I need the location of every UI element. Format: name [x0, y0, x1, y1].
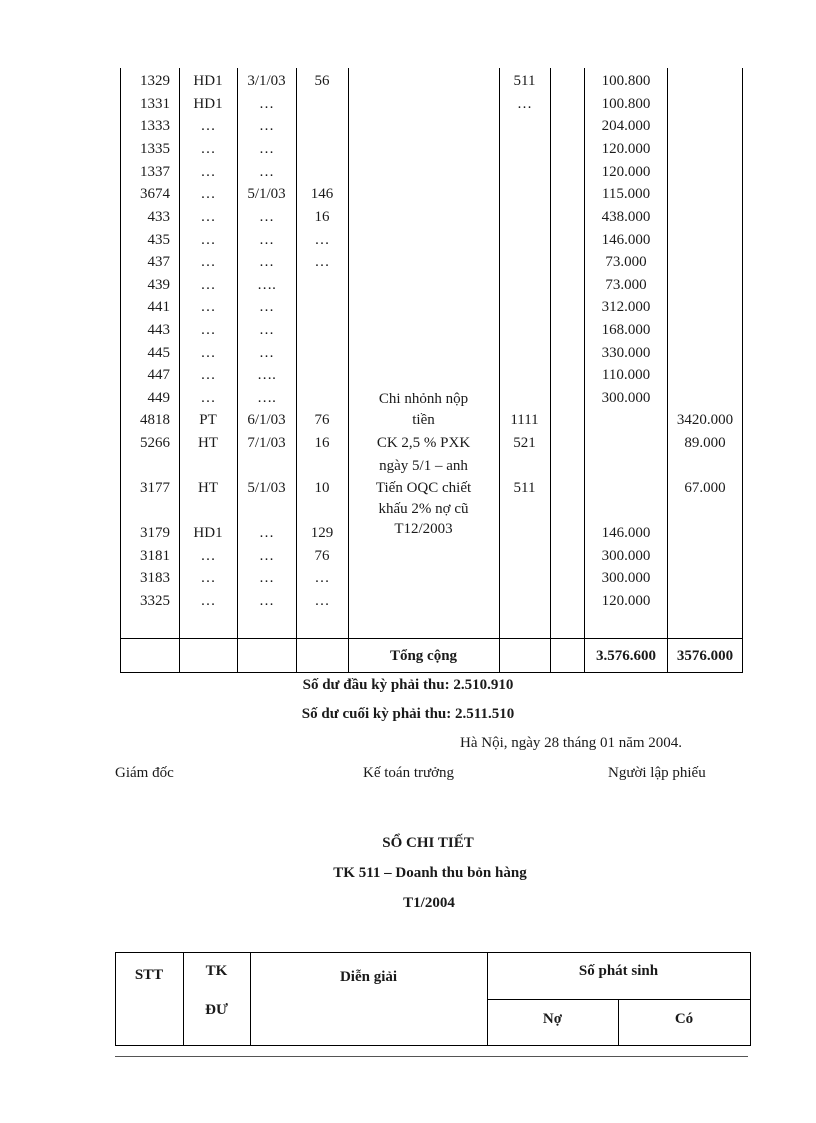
ledger-cell-no: 439	[147, 277, 170, 293]
total-row-top-line	[120, 638, 743, 639]
ledger-cell-type: HD1	[193, 73, 223, 89]
header-credit: Có	[674, 1011, 694, 1027]
ledger-cell-date: ….	[257, 390, 276, 406]
ledger-cell-ref: 16	[314, 209, 330, 225]
ledger-cell-date: …	[259, 209, 274, 225]
ledger-cell-ref: 76	[314, 548, 330, 564]
ledger-cell-no: 441	[147, 299, 170, 315]
ledger-cell-debit: 115.000	[601, 186, 651, 202]
detail-period: T1/2004	[403, 895, 455, 911]
header-stt: STT	[134, 967, 164, 983]
ledger-cell-ref: …	[314, 254, 330, 270]
ledger-cell-type: …	[200, 232, 216, 248]
total-label: Tổng cộng	[389, 648, 458, 664]
ledger-cell-debit: 73.000	[605, 254, 647, 270]
desc-line: tiền	[412, 412, 435, 428]
ledger-cell-date: …	[259, 593, 274, 609]
ledger-cell-no: 1337	[140, 164, 170, 180]
signature-preparer: Người lập phiếu	[608, 765, 706, 781]
ledger-cell-no: 5266	[140, 435, 170, 451]
ledger-cell-ref: 16	[314, 435, 330, 451]
header-debit: Nợ	[542, 1011, 563, 1027]
ledger-cell-type: …	[200, 277, 216, 293]
col-line-5	[348, 68, 349, 673]
ledger-cell-ref: 76	[314, 412, 330, 428]
table-bottom-line	[120, 672, 743, 673]
ledger-cell-date: …	[259, 232, 274, 248]
ledger-cell-no: 1335	[140, 141, 170, 157]
ledger-cell-type: …	[200, 254, 216, 270]
ledger-cell-debit: 300.000	[601, 570, 651, 586]
ledger-cell-no: 3179	[140, 525, 170, 541]
desc-line: CK 2,5 % PXK	[376, 435, 471, 451]
ledger-cell-date: …	[259, 96, 274, 112]
ledger-cell-no: 447	[147, 367, 170, 383]
desc-line: T12/2003	[394, 521, 453, 537]
ledger-cell-type: HT	[198, 480, 218, 496]
ledger-cell-debit: 300.000	[601, 548, 651, 564]
ledger-cell-ref: 129	[310, 525, 334, 541]
ledger-cell-no: 1331	[140, 96, 170, 112]
desc-line: Chi nhỏnh nộp	[378, 391, 469, 407]
ledger-cell-type: …	[200, 209, 216, 225]
total-debit: 3.576.600	[596, 648, 656, 664]
signature-chief-accountant: Kế toán trưởng	[363, 765, 455, 781]
ledger-cell-no: 445	[147, 345, 170, 361]
detail-top-line	[115, 952, 751, 953]
ledger-cell-type: …	[200, 118, 216, 134]
ledger-cell-date: …	[259, 345, 274, 361]
page-footer-line	[115, 1056, 748, 1057]
ledger-cell-date: …	[259, 525, 274, 541]
detail-col-line-6	[750, 952, 751, 1046]
ledger-cell-debit: 120.000	[601, 164, 651, 180]
ledger-cell-date: …	[259, 141, 274, 157]
detail-title: SỔ CHI TIẾT	[382, 835, 474, 851]
ledger-cell-no: 435	[147, 232, 170, 248]
col-line-7	[550, 68, 551, 673]
ledger-cell-date: …	[259, 118, 274, 134]
ledger-cell-credit: 3420.000	[676, 412, 734, 428]
detail-bottom-line	[115, 1045, 751, 1046]
ledger-cell-date: ….	[257, 367, 276, 383]
ledger-cell-debit: 300.000	[601, 390, 651, 406]
ledger-cell-date: …	[259, 570, 274, 586]
ledger-cell-no: 3181	[140, 548, 170, 564]
ledger-cell-type: …	[200, 570, 216, 586]
ledger-cell-no: 1333	[140, 118, 170, 134]
ledger-cell-account: 1111	[510, 412, 539, 428]
ledger-cell-type: PT	[199, 412, 217, 428]
ledger-cell-type: …	[200, 548, 216, 564]
signature-director: Giám đốc	[115, 765, 174, 781]
ledger-cell-no: 449	[147, 390, 170, 406]
ledger-cell-no: 433	[147, 209, 170, 225]
ledger-cell-account: 511	[513, 73, 536, 89]
ledger-cell-type: …	[200, 345, 216, 361]
col-line-10	[742, 68, 743, 673]
ledger-cell-account: 511	[513, 480, 536, 496]
ledger-cell-credit: 67.000	[684, 480, 726, 496]
ledger-cell-debit: 120.000	[601, 593, 651, 609]
ledger-cell-type: HD1	[193, 96, 223, 112]
ledger-cell-ref: …	[314, 570, 330, 586]
ledger-cell-no: 3674	[140, 186, 170, 202]
ledger-cell-date: 3/1/03	[247, 73, 286, 89]
ledger-cell-debit: 146.000	[601, 525, 651, 541]
ledger-cell-date: 7/1/03	[247, 435, 286, 451]
ledger-cell-debit: 312.000	[601, 299, 651, 315]
ledger-cell-no: 3183	[140, 570, 170, 586]
ledger-cell-ref: 10	[314, 480, 330, 496]
desc-line: Tiến OQC chiết	[375, 480, 472, 496]
closing-balance: Số dư cuối kỳ phải thu: 2.511.510	[301, 706, 515, 722]
ledger-cell-no: 3177	[140, 480, 170, 496]
ledger-cell-ref: …	[314, 593, 330, 609]
ledger-cell-debit: 168.000	[601, 322, 651, 338]
ledger-cell-no: 443	[147, 322, 170, 338]
ledger-cell-type: …	[200, 141, 216, 157]
ledger-cell-debit: 204.000	[601, 118, 651, 134]
ledger-cell-credit: 89.000	[684, 435, 726, 451]
col-line-9	[667, 68, 668, 673]
ledger-cell-date: 5/1/03	[247, 186, 286, 202]
opening-balance: Số dư đầu kỳ phải thu: 2.510.910	[302, 677, 514, 693]
detail-col-line-3	[250, 952, 251, 1046]
ledger-cell-type: …	[200, 164, 216, 180]
ledger-cell-type: …	[200, 390, 216, 406]
ledger-cell-date: 6/1/03	[247, 412, 286, 428]
ledger-cell-account: …	[517, 96, 532, 112]
ledger-cell-debit: 110.000	[601, 367, 651, 383]
ledger-cell-account: 521	[513, 435, 536, 451]
header-tk-bottom: ĐƯ	[205, 1002, 228, 1018]
ledger-cell-type: …	[200, 186, 216, 202]
ledger-cell-debit: 330.000	[601, 345, 651, 361]
ledger-cell-ref: 146	[310, 186, 334, 202]
header-description: Diễn giải	[339, 969, 398, 985]
header-arising: Số phát sinh	[578, 963, 659, 979]
ledger-cell-date: …	[259, 254, 274, 270]
ledger-cell-date: …	[259, 299, 274, 315]
ledger-cell-debit: 100.800	[601, 73, 651, 89]
ledger-cell-ref: …	[314, 232, 330, 248]
ledger-cell-debit: 100.800	[601, 96, 651, 112]
desc-line: khấu 2% nợ cũ	[378, 501, 469, 517]
ledger-cell-date: 5/1/03	[247, 480, 286, 496]
detail-mid-line	[487, 999, 751, 1000]
ledger-cell-date: …	[259, 548, 274, 564]
ledger-cell-date: ….	[257, 277, 276, 293]
ledger-cell-ref: 56	[314, 73, 330, 89]
ledger-cell-type: HD1	[193, 525, 223, 541]
ledger-cell-date: …	[259, 322, 274, 338]
ledger-cell-type: …	[200, 299, 216, 315]
desc-line: ngày 5/1 – anh	[379, 458, 468, 474]
ledger-cell-debit: 438.000	[601, 209, 651, 225]
ledger-cell-type: …	[200, 593, 216, 609]
ledger-cell-type: …	[200, 322, 216, 338]
ledger-cell-no: 437	[147, 254, 170, 270]
ledger-cell-debit: 146.000	[601, 232, 651, 248]
ledger-cell-no: 4818	[140, 412, 170, 428]
ledger-cell-type: …	[200, 367, 216, 383]
detail-subtitle: TK 511 – Doanh thu bỏn hàng	[333, 865, 527, 881]
ledger-cell-debit: 120.000	[601, 141, 651, 157]
ledger-cell-no: 3325	[140, 593, 170, 609]
ledger-cell-debit: 73.000	[605, 277, 647, 293]
ledger-cell-date: …	[259, 164, 274, 180]
ledger-cell-no: 1329	[140, 73, 170, 89]
header-tk-top: TK	[205, 963, 228, 979]
total-credit: 3576.000	[676, 648, 734, 664]
ledger-cell-type: HT	[198, 435, 218, 451]
date-line: Hà Nội, ngày 28 tháng 01 năm 2004.	[460, 735, 683, 751]
col-line-6	[499, 68, 500, 673]
